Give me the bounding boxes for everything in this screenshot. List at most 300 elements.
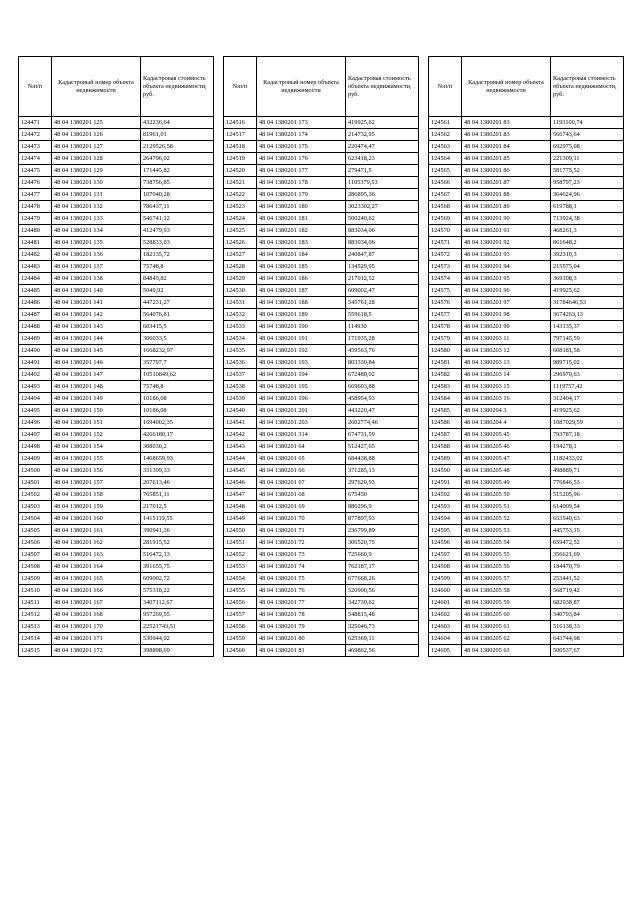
table-row xyxy=(429,189,624,201)
row-number-cell: 124592 xyxy=(429,489,462,501)
table-row xyxy=(429,249,624,261)
table-row xyxy=(224,633,419,645)
table-row xyxy=(429,597,624,609)
cadastral-number-cell: 48 04 1380205 50 xyxy=(462,489,551,501)
table-row xyxy=(19,249,214,261)
table-row xyxy=(224,441,419,453)
cadastral-cost-cell: 886296,9 xyxy=(346,501,419,513)
row-number-cell: 124540 xyxy=(224,405,257,417)
cadastral-number-cell: 48 04 1380201 175 xyxy=(257,141,346,153)
cadastral-number-cell: 48 04 1380201 140 xyxy=(52,285,141,297)
table-row xyxy=(429,525,624,537)
cadastral-number-cell: 48 04 1380201 150 xyxy=(52,405,141,417)
cadastral-cost-cell: 677668,26 xyxy=(346,573,419,585)
cadastral-cost-cell: 10186,08 xyxy=(141,393,214,405)
cadastral-cost-cell: 1087029,59 xyxy=(551,417,624,429)
cadastral-number-cell: 48 04 1380201 92 xyxy=(462,237,551,249)
cadastral-number-cell: 48 04 1380201 96 xyxy=(462,285,551,297)
row-number-cell: 124490 xyxy=(19,345,52,357)
cadastral-cost-cell: 398898,69 xyxy=(141,645,214,657)
row-number-cell: 124539 xyxy=(224,393,257,405)
cadastral-cost-cell: 240847,87 xyxy=(346,249,419,261)
cadastral-number-cell: 48 04 1380201 138 xyxy=(52,273,141,285)
cadastral-cost-cell: 548815,48 xyxy=(346,609,419,621)
cadastral-cost-cell: 194278,1 xyxy=(551,441,624,453)
row-number-cell: 124501 xyxy=(19,477,52,489)
table-row xyxy=(224,345,419,357)
cadastral-cost-cell: 498889,71 xyxy=(551,465,624,477)
cadastral-cost-cell: 619788,1 xyxy=(551,201,624,213)
cadastral-number-cell: 48 04 1380201 148 xyxy=(52,381,141,393)
header-number: №п/п xyxy=(19,57,52,117)
row-number-cell: 124600 xyxy=(429,585,462,597)
cadastral-number-cell: 48 04 1380205 46 xyxy=(462,441,551,453)
table-row xyxy=(224,381,419,393)
table-row xyxy=(19,645,214,657)
cadastral-number-cell: 48 04 1380201 97 xyxy=(462,297,551,309)
cadastral-number-cell: 48 04 1380201 99 xyxy=(462,321,551,333)
row-number-cell: 124510 xyxy=(19,585,52,597)
cadastral-cost-cell: 516472,13 xyxy=(141,549,214,561)
row-number-cell: 124471 xyxy=(19,117,52,129)
cadastral-cost-cell: 214732,95 xyxy=(346,129,419,141)
row-number-cell: 124473 xyxy=(19,141,52,153)
cadastral-cost-cell: 1119757,42 xyxy=(551,381,624,393)
cadastral-number-cell: 48 04 1380201 196 xyxy=(257,393,346,405)
table-row xyxy=(19,261,214,273)
row-number-cell: 124534 xyxy=(224,333,257,345)
header-cadastral-cost: Кадастровая стоимость объекта недвижимости, руб. xyxy=(346,57,419,117)
cadastral-cost-cell: 682038,87 xyxy=(551,597,624,609)
cadastral-cost-cell: 500240,62 xyxy=(346,213,419,225)
cadastral-number-cell: 48 04 1380201 190 xyxy=(257,321,346,333)
cadastral-cost-cell: 725660,9 xyxy=(346,549,419,561)
cadastral-number-cell: 48 04 1380201 142 xyxy=(52,309,141,321)
header-cadastral-cost: Кадастровая стоимость объекта недвижимости, руб. xyxy=(141,57,214,117)
cadastral-cost-cell: 3674263,13 xyxy=(551,309,624,321)
cadastral-number-cell: 48 04 1380201 70 xyxy=(257,513,346,525)
cadastral-cost-cell: 793787,18 xyxy=(551,429,624,441)
cadastral-number-cell: 48 04 1380201 71 xyxy=(257,525,346,537)
row-number-cell: 124535 xyxy=(224,345,257,357)
table-row xyxy=(429,393,624,405)
cadastral-cost-cell: 217012,52 xyxy=(346,273,419,285)
cadastral-cost-cell: 281915,52 xyxy=(141,537,214,549)
header-number: №п/п xyxy=(429,57,462,117)
table-row xyxy=(19,453,214,465)
row-number-cell: 124482 xyxy=(19,249,52,261)
cadastral-cost-cell: 559618,5 xyxy=(346,309,419,321)
row-number-cell: 124562 xyxy=(429,129,462,141)
row-number-cell: 124548 xyxy=(224,501,257,513)
header-number: №п/п xyxy=(224,57,257,117)
cadastral-cost-cell: 609002,72 xyxy=(141,573,214,585)
cadastral-number-cell: 48 04 1380201 93 xyxy=(462,249,551,261)
cadastral-cost-cell: 312404,17 xyxy=(551,393,624,405)
table-row xyxy=(429,573,624,585)
table-row xyxy=(224,129,419,141)
table-row xyxy=(429,129,624,141)
cadastral-cost-cell: 2602774,46 xyxy=(346,417,419,429)
row-number-cell: 124554 xyxy=(224,573,257,585)
row-number-cell: 124591 xyxy=(429,477,462,489)
row-number-cell: 124483 xyxy=(19,261,52,273)
table-row xyxy=(19,369,214,381)
cadastral-number-cell: 48 04 1380201 154 xyxy=(52,441,141,453)
row-number-cell: 124566 xyxy=(429,177,462,189)
cadastral-cost-cell: 458954,93 xyxy=(346,393,419,405)
table-row xyxy=(224,417,419,429)
cadastral-number-cell: 48 04 1380201 83 xyxy=(462,129,551,141)
table-row xyxy=(224,429,419,441)
cadastral-number-cell: 48 04 1380205 53 xyxy=(462,525,551,537)
cadastral-cost-cell: 81961,01 xyxy=(141,129,214,141)
row-number-cell: 124584 xyxy=(429,393,462,405)
table-row xyxy=(429,561,624,573)
row-number-cell: 124567 xyxy=(429,189,462,201)
cadastral-cost-cell: 515205,96 xyxy=(551,489,624,501)
row-number-cell: 124581 xyxy=(429,357,462,369)
row-number-cell: 124474 xyxy=(19,153,52,165)
row-number-cell: 124541 xyxy=(224,417,257,429)
table-row xyxy=(429,417,624,429)
cadastral-number-cell: 48 04 1380201 156 xyxy=(52,465,141,477)
table-row xyxy=(224,225,419,237)
cadastral-number-cell: 48 04 1380201 67 xyxy=(257,477,346,489)
cadastral-cost-cell: 357797,7 xyxy=(141,357,214,369)
cadastral-cost-cell: 684438,88 xyxy=(346,453,419,465)
table-body xyxy=(19,117,214,657)
table-row xyxy=(224,153,419,165)
cadastral-number-cell: 48 04 1380201 131 xyxy=(52,189,141,201)
cadastral-cost-cell: 432236,64 xyxy=(141,117,214,129)
table-row xyxy=(224,501,419,513)
row-number-cell: 124519 xyxy=(224,153,257,165)
cadastral-cost-cell: 296970,63 xyxy=(551,369,624,381)
row-number-cell: 124477 xyxy=(19,189,52,201)
cadastral-number-cell: 48 04 1380205 54 xyxy=(462,537,551,549)
table-row xyxy=(19,561,214,573)
row-number-cell: 124532 xyxy=(224,309,257,321)
cadastral-number-cell: 48 04 1380201 90 xyxy=(462,213,551,225)
cadastral-cost-cell: 325046,73 xyxy=(346,621,419,633)
table-row xyxy=(224,573,419,585)
table-row xyxy=(224,525,419,537)
row-number-cell: 124514 xyxy=(19,633,52,645)
cadastral-number-cell: 48 04 1380201 155 xyxy=(52,453,141,465)
cadastral-number-cell: 48 04 1380201 134 xyxy=(52,225,141,237)
table-row xyxy=(224,609,419,621)
cadastral-cost-cell: 653540,63 xyxy=(551,513,624,525)
cadastral-table-3 xyxy=(428,56,624,657)
table-row xyxy=(429,609,624,621)
cadastral-cost-cell: 364624,96 xyxy=(551,189,624,201)
cadastral-cost-cell: 171445,82 xyxy=(141,165,214,177)
row-number-cell: 124547 xyxy=(224,489,257,501)
cadastral-cost-cell: 957269,55 xyxy=(141,609,214,621)
cadastral-number-cell: 48 04 1380201 181 xyxy=(257,213,346,225)
table-row xyxy=(224,357,419,369)
cadastral-cost-cell: 392310,3 xyxy=(551,249,624,261)
cadastral-number-cell: 48 04 1380201 163 xyxy=(52,549,141,561)
cadastral-cost-cell: 3023302,27 xyxy=(346,201,419,213)
cadastral-number-cell: 48 04 1380201 129 xyxy=(52,165,141,177)
cadastral-cost-cell: 762187,17 xyxy=(346,561,419,573)
row-number-cell: 124573 xyxy=(429,261,462,273)
cadastral-cost-cell: 412479,93 xyxy=(141,225,214,237)
table-row xyxy=(224,369,419,381)
cadastral-cost-cell: 625369,11 xyxy=(346,633,419,645)
cadastral-number-cell: 48 04 1380201 91 xyxy=(462,225,551,237)
cadastral-cost-cell: 3407112,67 xyxy=(141,597,214,609)
cadastral-cost-cell: 1694002,35 xyxy=(141,417,214,429)
cadastral-number-cell: 48 04 1380201 195 xyxy=(257,381,346,393)
cadastral-cost-cell: 672480,02 xyxy=(346,369,419,381)
row-number-cell: 124507 xyxy=(19,549,52,561)
cadastral-number-cell: 48 04 1380201 159 xyxy=(52,501,141,513)
cadastral-cost-cell: 776846,53 xyxy=(551,477,624,489)
row-number-cell: 124500 xyxy=(19,465,52,477)
row-number-cell: 124506 xyxy=(19,537,52,549)
cadastral-number-cell: 48 04 1380201 184 xyxy=(257,249,346,261)
cadastral-number-cell: 48 04 1380201 86 xyxy=(462,165,551,177)
cadastral-cost-cell: 171935,28 xyxy=(346,333,419,345)
table-row xyxy=(429,489,624,501)
row-number-cell: 124504 xyxy=(19,513,52,525)
cadastral-cost-cell: 958797,23 xyxy=(551,177,624,189)
table-row xyxy=(19,501,214,513)
cadastral-number-cell: 48 04 1380201 149 xyxy=(52,393,141,405)
cadastral-number-cell: 48 04 1380201 130 xyxy=(52,177,141,189)
row-number-cell: 124494 xyxy=(19,393,52,405)
row-number-cell: 124604 xyxy=(429,633,462,645)
table-row xyxy=(19,609,214,621)
cadastral-cost-cell: 500537,67 xyxy=(551,645,624,657)
table-row xyxy=(19,417,214,429)
cadastral-cost-cell: 143135,37 xyxy=(551,321,624,333)
row-number-cell: 124503 xyxy=(19,501,52,513)
table-row xyxy=(19,537,214,549)
cadastral-number-cell: 48 04 1380205 49 xyxy=(462,477,551,489)
row-number-cell: 124476 xyxy=(19,177,52,189)
cadastral-number-cell: 48 04 1380201 188 xyxy=(257,297,346,309)
table-row xyxy=(19,309,214,321)
cadastral-number-cell: 48 04 1380201 80 xyxy=(257,633,346,645)
table-row xyxy=(429,345,624,357)
table-row xyxy=(224,261,419,273)
row-number-cell: 124572 xyxy=(429,249,462,261)
cadastral-cost-cell: 390941,36 xyxy=(141,525,214,537)
table-header xyxy=(224,57,419,117)
cadastral-number-cell: 48 04 1380201 164 xyxy=(52,561,141,573)
cadastral-number-cell: 48 04 1380201 64 xyxy=(257,441,346,453)
row-number-cell: 124485 xyxy=(19,285,52,297)
cadastral-cost-cell: 608181,58 xyxy=(551,345,624,357)
cadastral-number-cell: 48 04 1380205 56 xyxy=(462,561,551,573)
cadastral-cost-cell: 581775,52 xyxy=(551,165,624,177)
cadastral-number-cell: 48 04 1380201 94 xyxy=(462,261,551,273)
row-number-cell: 124522 xyxy=(224,189,257,201)
cadastral-number-cell: 48 04 1380201 89 xyxy=(462,201,551,213)
cadastral-number-cell: 48 04 1380201 193 xyxy=(257,357,346,369)
row-number-cell: 124555 xyxy=(224,585,257,597)
cadastral-number-cell: 48 04 1380201 172 xyxy=(52,645,141,657)
table-row xyxy=(19,333,214,345)
table-row xyxy=(429,381,624,393)
cadastral-number-cell: 48 04 1380201 203 xyxy=(257,417,346,429)
row-number-cell: 124498 xyxy=(19,441,52,453)
cadastral-number-cell: 48 04 1380205 57 xyxy=(462,573,551,585)
cadastral-number-cell: 48 04 1380201 174 xyxy=(257,129,346,141)
table-row xyxy=(19,213,214,225)
table-row xyxy=(19,441,214,453)
row-number-cell: 124479 xyxy=(19,213,52,225)
table-row xyxy=(429,153,624,165)
row-number-cell: 124568 xyxy=(429,201,462,213)
cadastral-number-cell: 48 04 1380201 95 xyxy=(462,273,551,285)
table-row xyxy=(429,537,624,549)
cadastral-number-cell: 48 04 1380201 135 xyxy=(52,237,141,249)
cadastral-number-cell: 48 04 1380201 136 xyxy=(52,249,141,261)
row-number-cell: 124546 xyxy=(224,477,257,489)
cadastral-cost-cell: 614009,54 xyxy=(551,501,624,513)
cadastral-number-cell: 48 04 1380201 79 xyxy=(257,621,346,633)
row-number-cell: 124511 xyxy=(19,597,52,609)
cadastral-number-cell: 48 04 1380201 141 xyxy=(52,297,141,309)
table-row xyxy=(224,489,419,501)
cadastral-number-cell: 48 04 1380201 125 xyxy=(52,117,141,129)
cadastral-cost-cell: 286895,36 xyxy=(346,189,419,201)
cadastral-cost-cell: 609002,47 xyxy=(346,285,419,297)
cadastral-cost-cell: 340793,84 xyxy=(551,609,624,621)
table-row xyxy=(19,357,214,369)
cadastral-cost-cell: 391655,75 xyxy=(141,561,214,573)
cadastral-number-cell: 48 04 1380201 126 xyxy=(52,129,141,141)
row-number-cell: 124557 xyxy=(224,609,257,621)
table-row xyxy=(224,405,419,417)
cadastral-number-cell: 48 04 1380201 183 xyxy=(257,237,346,249)
cadastral-cost-cell: 207613,46 xyxy=(141,477,214,489)
cadastral-number-cell: 48 04 1380205 63 xyxy=(462,645,551,657)
table-row xyxy=(224,177,419,189)
cadastral-cost-cell: 468261,3 xyxy=(551,225,624,237)
cadastral-number-cell: 48 04 1380201 168 xyxy=(52,609,141,621)
table-row xyxy=(19,225,214,237)
cadastral-number-cell: 48 04 1380205 61 xyxy=(462,621,551,633)
row-number-cell: 124529 xyxy=(224,273,257,285)
table-row xyxy=(224,297,419,309)
table-row xyxy=(429,297,624,309)
cadastral-number-cell: 48 04 1380201 182 xyxy=(257,225,346,237)
row-number-cell: 124545 xyxy=(224,465,257,477)
cadastral-cost-cell: 530044,02 xyxy=(141,633,214,645)
cadastral-cost-cell: 331399,33 xyxy=(141,465,214,477)
table-row xyxy=(19,513,214,525)
cadastral-number-cell: 48 04 1380203 14 xyxy=(462,369,551,381)
row-number-cell: 124597 xyxy=(429,549,462,561)
cadastral-number-cell: 48 04 1380201 179 xyxy=(257,189,346,201)
table-row xyxy=(19,237,214,249)
table-row xyxy=(224,321,419,333)
table-row xyxy=(224,645,419,657)
cadastral-cost-cell: 297620,93 xyxy=(346,477,419,489)
cadastral-cost-cell: 279471,5 xyxy=(346,165,419,177)
row-number-cell: 124550 xyxy=(224,525,257,537)
cadastral-cost-cell: 797145,59 xyxy=(551,333,624,345)
table-body xyxy=(429,117,624,657)
cadastral-cost-cell: 623418,23 xyxy=(346,153,419,165)
row-number-cell: 124576 xyxy=(429,297,462,309)
cadastral-number-cell: 48 04 1380205 60 xyxy=(462,609,551,621)
row-number-cell: 124505 xyxy=(19,525,52,537)
table-header xyxy=(429,57,624,117)
row-number-cell: 124594 xyxy=(429,513,462,525)
table-row xyxy=(429,465,624,477)
row-number-cell: 124527 xyxy=(224,249,257,261)
cadastral-cost-cell: 371285,13 xyxy=(346,465,419,477)
table-row xyxy=(19,345,214,357)
cadastral-cost-cell: 134529,95 xyxy=(346,261,419,273)
table-row xyxy=(224,333,419,345)
cadastral-cost-cell: 253441,52 xyxy=(551,573,624,585)
cadastral-number-cell: 48 04 1380201 85 xyxy=(462,153,551,165)
cadastral-number-cell: 48 04 1380201 143 xyxy=(52,321,141,333)
row-number-cell: 124531 xyxy=(224,297,257,309)
cadastral-number-cell: 48 04 1380201 73 xyxy=(257,549,346,561)
row-number-cell: 124588 xyxy=(429,441,462,453)
table-row xyxy=(429,621,624,633)
cadastral-number-cell: 48 04 1380201 176 xyxy=(257,153,346,165)
cadastral-number-cell: 48 04 1380201 152 xyxy=(52,429,141,441)
cadastral-number-cell: 48 04 1380201 162 xyxy=(52,537,141,549)
table-row xyxy=(224,249,419,261)
table-row xyxy=(19,189,214,201)
cadastral-number-cell: 48 04 1380203 16 xyxy=(462,393,551,405)
cadastral-cost-cell: 883034,06 xyxy=(346,237,419,249)
table-row xyxy=(224,189,419,201)
cadastral-number-cell: 48 04 1380201 165 xyxy=(52,573,141,585)
table-row xyxy=(429,357,624,369)
table-row xyxy=(19,297,214,309)
cadastral-cost-cell: 84845,82 xyxy=(141,273,214,285)
table-row xyxy=(224,285,419,297)
cadastral-number-cell: 48 04 1380205 48 xyxy=(462,465,551,477)
cadastral-number-cell: 48 04 1380201 145 xyxy=(52,345,141,357)
cadastral-number-cell: 48 04 1380204 4 xyxy=(462,417,551,429)
row-number-cell: 124496 xyxy=(19,417,52,429)
cadastral-number-cell: 48 04 1380205 55 xyxy=(462,549,551,561)
cadastral-cost-cell: 217012,5 xyxy=(141,501,214,513)
table-row xyxy=(429,453,624,465)
table-row xyxy=(429,477,624,489)
cadastral-cost-cell: 692975,08 xyxy=(551,141,624,153)
table-row xyxy=(224,165,419,177)
cadastral-number-cell: 48 04 1380201 146 xyxy=(52,357,141,369)
table-row xyxy=(19,573,214,585)
table-row xyxy=(19,117,214,129)
cadastral-number-cell: 48 04 1380201 84 xyxy=(462,141,551,153)
table-row xyxy=(19,165,214,177)
cadastral-number-cell: 48 04 1380205 45 xyxy=(462,429,551,441)
cadastral-cost-cell: 31784646,53 xyxy=(551,297,624,309)
cadastral-number-cell: 48 04 1380201 74 xyxy=(257,561,346,573)
cadastral-cost-cell: 765851,11 xyxy=(141,489,214,501)
cadastral-table-1 xyxy=(18,56,214,657)
cadastral-cost-cell: 419925,62 xyxy=(551,405,624,417)
table-row xyxy=(429,645,624,657)
row-number-cell: 124602 xyxy=(429,609,462,621)
cadastral-number-cell: 48 04 1380201 77 xyxy=(257,597,346,609)
